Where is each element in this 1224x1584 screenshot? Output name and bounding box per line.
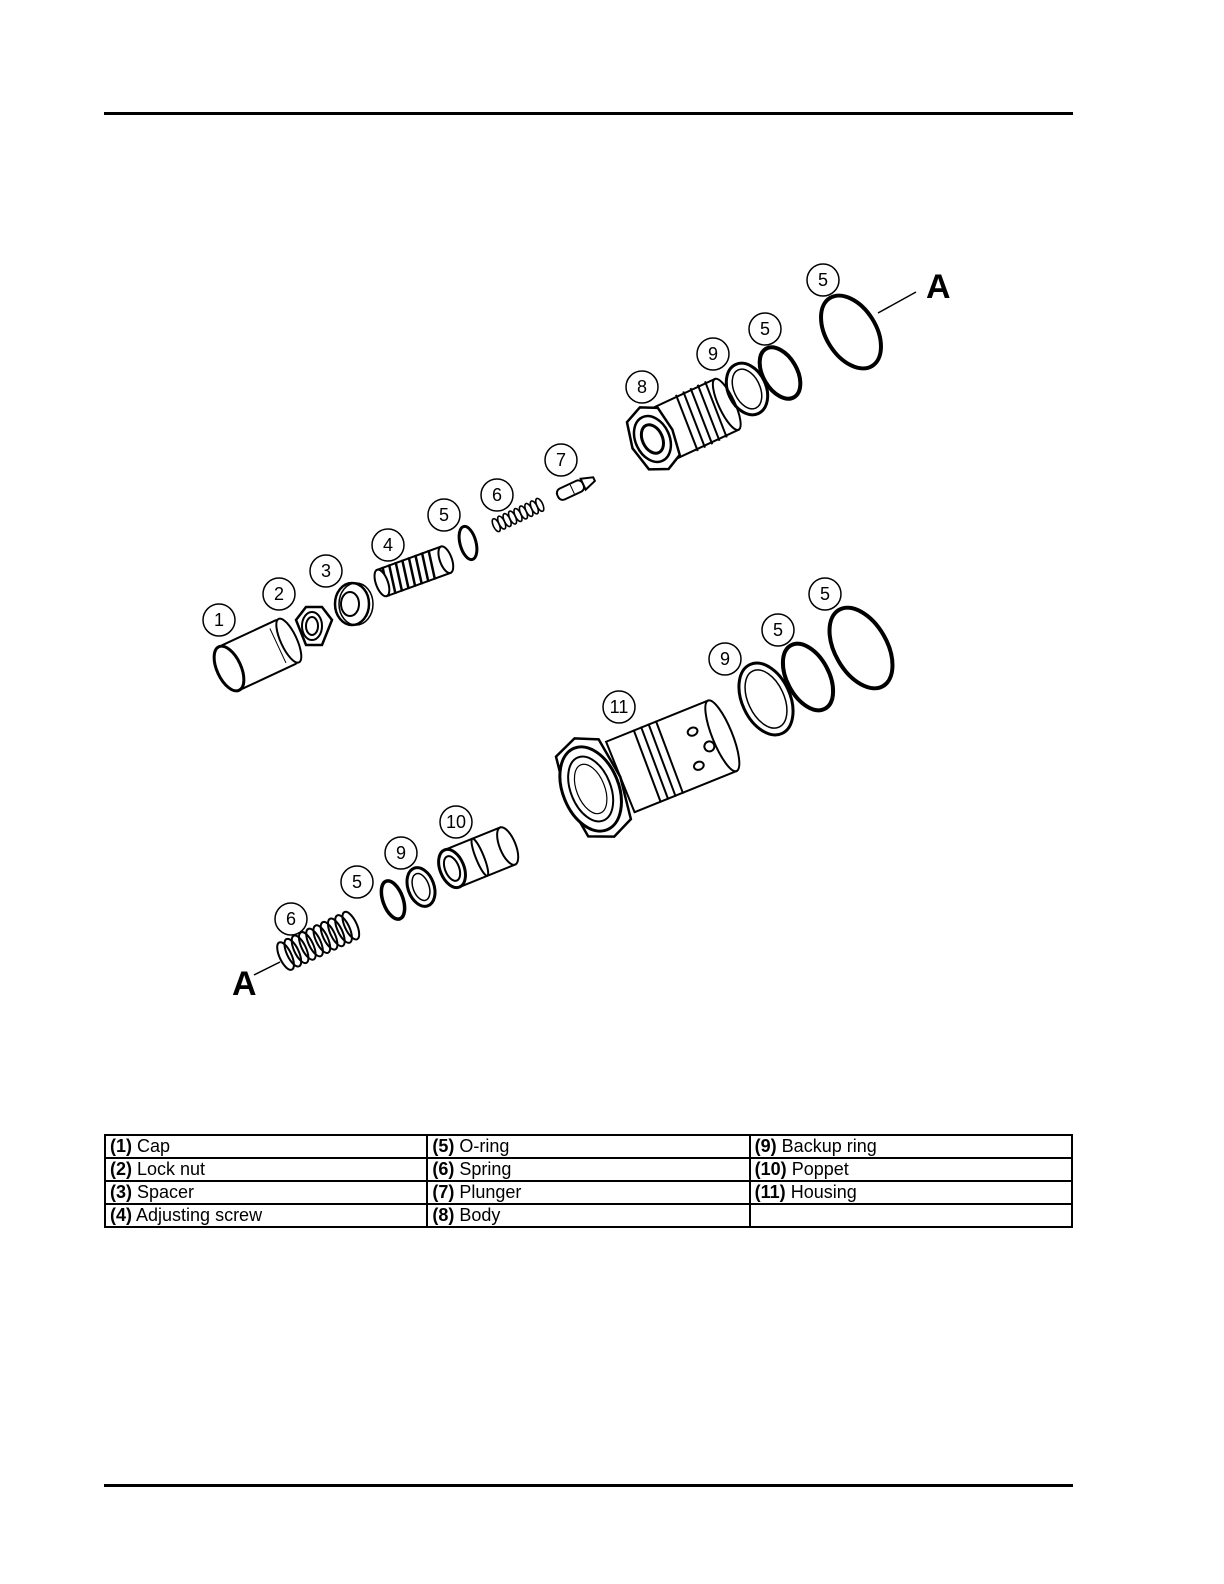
legend-cell: (1) Cap [105,1135,427,1158]
svg-text:5: 5 [819,584,831,604]
callout-1 [203,604,235,636]
legend-cell: (2) Lock nut [105,1158,427,1181]
callout-5-bottom-small [341,866,373,898]
callout-5-top-large [807,264,839,296]
callout-5-bottom-mid [762,614,794,646]
svg-text:1: 1 [213,610,225,630]
table-row [105,1135,1072,1158]
table-row [105,1204,1072,1227]
callout-5-small [428,499,460,531]
callout-4 [372,529,404,561]
svg-text:10: 10 [445,812,467,832]
legend-cell: (7) Plunger [427,1181,749,1204]
svg-text:4: 4 [382,535,394,555]
marker-a-bottom: A [232,965,257,1003]
legend-cell: (11) Housing [750,1181,1072,1204]
callout-9-top [697,338,729,370]
callout-3 [310,555,342,587]
o-ring-top-large-part [809,285,894,379]
legend-cell: (5) O-ring [427,1135,749,1158]
footer-rule [104,1484,1073,1487]
callout-8 [626,371,658,403]
callout-7 [545,444,577,476]
svg-text:5: 5 [438,505,450,525]
legend-cell-empty [750,1204,1072,1227]
svg-text:9: 9 [707,344,719,364]
svg-text:7: 7 [555,450,567,470]
svg-text:11: 11 [609,697,629,717]
legend-cell: (10) Poppet [750,1158,1072,1181]
callout-10 [440,806,472,838]
parts-legend-table [104,1134,1073,1228]
legend-cell: (3) Spacer [105,1181,427,1204]
svg-text:3: 3 [320,561,332,581]
lock-nut-part [296,607,332,645]
legend-cell: (9) Backup ring [750,1135,1072,1158]
svg-text:6: 6 [491,485,503,505]
svg-text:9: 9 [395,843,407,863]
plunger-part [555,474,596,502]
svg-text:5: 5 [817,270,829,290]
legend-cell: (6) Spring [427,1158,749,1181]
backup-ring-small-part [402,864,440,910]
callout-6-small [481,479,513,511]
svg-text:5: 5 [351,872,363,892]
svg-text:9: 9 [719,649,731,669]
callout-9-bottom [709,643,741,675]
legend-cell: (4) Adjusting screw [105,1204,427,1227]
backup-ring-bottom-part [728,654,804,743]
callout-5-bottom-large [809,578,841,610]
callout-5-top-mid [749,313,781,345]
svg-text:6: 6 [285,909,297,929]
svg-text:8: 8 [636,377,648,397]
housing-part [545,683,752,849]
callout-6-large [275,903,307,935]
callout-2 [263,578,295,610]
legend-cell: (8) Body [427,1204,749,1227]
table-row [105,1181,1072,1204]
svg-text:5: 5 [759,319,771,339]
spacer-part [335,583,373,625]
marker-a-top: A [926,268,951,306]
svg-text:2: 2 [273,584,285,604]
o-ring-small-part [456,525,480,562]
svg-text:5: 5 [772,620,784,640]
o-ring-bottom-large-part [816,597,905,699]
o-ring-bottom-small-part [377,878,409,922]
table-row [105,1158,1072,1181]
callout-9-small [385,837,417,869]
callout-11 [603,691,635,723]
o-ring-top-mid-part [751,340,808,405]
